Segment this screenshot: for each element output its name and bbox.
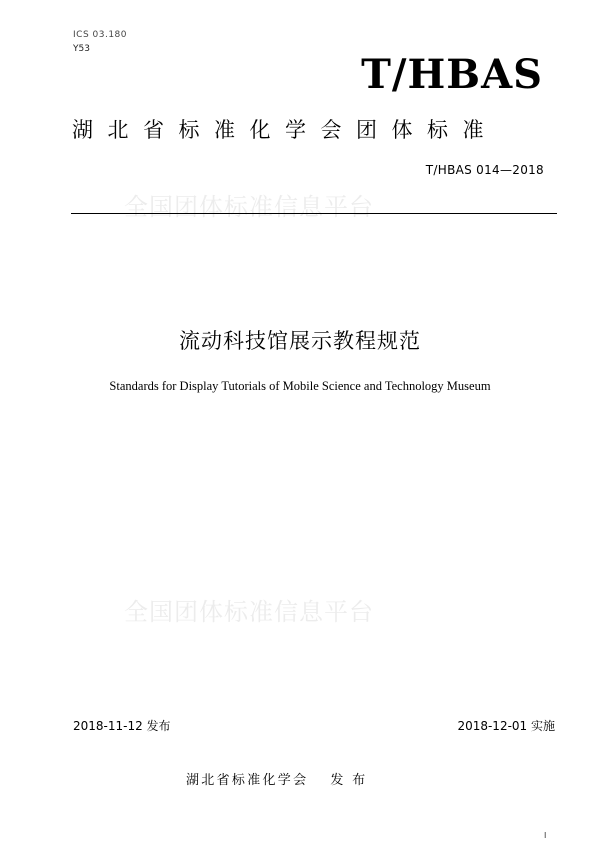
issuer-line [186, 772, 367, 790]
standard-code: T/HBAS 014—2018 [425, 163, 544, 177]
page-number: I [544, 831, 547, 840]
publish-date: 2018-11-12 发布 [73, 719, 171, 733]
document-title-english: Standards for Display Tutorials of Mobile Science and Technology Museum [109, 379, 491, 393]
implement-date: 2018-12-01 实施 [457, 719, 555, 733]
organization-heading: 湖北省标准化学会团体标准 [72, 118, 498, 142]
document-title: 流动科技馆展示教程规范 [179, 329, 421, 353]
watermark-top: 全国团体标准信息平台 [124, 193, 374, 221]
watermark-middle: 全国团体标准信息平台 [124, 598, 374, 626]
ccs-code: Y53 [73, 44, 90, 54]
standard-logo: T/HBAS [361, 51, 543, 98]
ics-code: ICS 03.180 [73, 30, 128, 40]
issuer-name: 湖北省标准化学会 [186, 773, 309, 788]
issue-label: 发 布 [330, 773, 368, 788]
header-divider [71, 213, 557, 214]
